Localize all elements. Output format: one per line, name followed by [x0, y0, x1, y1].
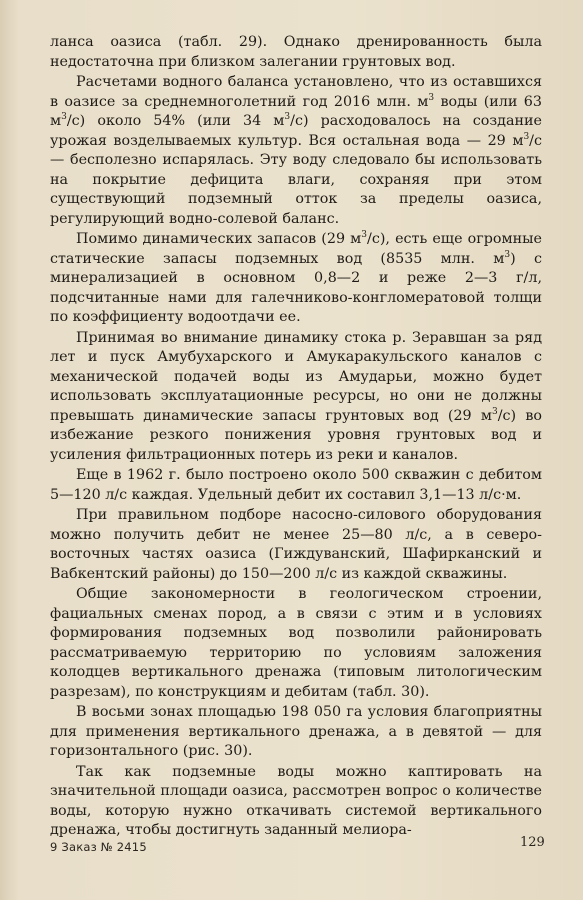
- paragraph: Расчетами водного баланса установлено, что из оставшихся в оазисе за среднемноголетний год 2016 млн. $м^3$ воды (или 63 $м^3/с$) около 54% (или 34 $м^3/с$) расходовалось на создание урожая возделываемых культур. Вся остальная вода — 29 $м^3/с$ — бесполезно испарялась. Эту воду следовало бы использовать на покрытие дефицита влаги, сохраняя при этом существующий подземный отток за пределы оазиса, регулирующий водно-солевой баланс.: [50, 74, 542, 227]
- paragraph: Помимо динамических запасов (29 $м^3/с$), есть еще огромные статические запасы подземных вод (8535 млн. $м^3$) с минерализацией в основном 0,8—2 и реже 2—3 г/л, подсчитанные нами для галечниково-конгломератовой толщи по коэффициенту водоотдачи ее.: [50, 230, 542, 325]
- paragraph: ланса оазиса (табл. 29). Однако дренированность была недостаточна при близком залегании грунтовых вод.: [50, 34, 542, 70]
- paragraph: Еще в 1962 г. было построено около 500 скважин с дебитом 5—120 л/с каждая. Удельный дебит их составил 3,1—13 л/с·м.: [50, 467, 542, 503]
- body-text: [50, 33, 542, 841]
- paragraph: Общие закономерности в геологическом строении, фациальных сменах пород, а в связи с этим и в условиях формирования подземных вод позволили районировать рассматриваемую территорию по условиям заложения колодцев вертикального дренажа (типовым литологическим разрезам), по конструкциям и дебитам (табл. 30).: [50, 586, 542, 700]
- paragraph: При правильном подборе насосно-силового оборудования можно получить дебит не менее 25—80 л/с, а в северо-восточных частях оазиса (Гиждуванский, Шафирканский и Вабкентский районы) до 150—200 л/с из каждой скважины.: [50, 507, 542, 582]
- paragraph: Принимая во внимание динамику стока р. Зеравшан за ряд лет и пуск Амубухарского и Амукаракульского каналов с механической подачей воды из Амударьи, можно будет использовать эксплуатационные ресурсы, но они не должны превышать динамические запасы грунтовых вод (29 $м^3/с$) во избежание резкого понижения уровня грунтовых вод и усиления фильтрационных потерь из реки и каналов.: [50, 329, 542, 463]
- paragraph: В восьми зонах площадью 198 050 га условия благоприятны для применения вертикального дренажа, а в девятой — для горизонтального (рис. 30).: [50, 704, 542, 759]
- page-number: 129: [520, 835, 545, 850]
- paragraph: Так как подземные воды можно каптировать на значительной площади оазиса, рассмотрен вопрос о количестве воды, которую нужно откачивать системой вертикального дренажа, чтобы достигнуть заданный мелиора-: [50, 763, 542, 838]
- printer-signature: 9 Заказ № 2415: [50, 840, 147, 854]
